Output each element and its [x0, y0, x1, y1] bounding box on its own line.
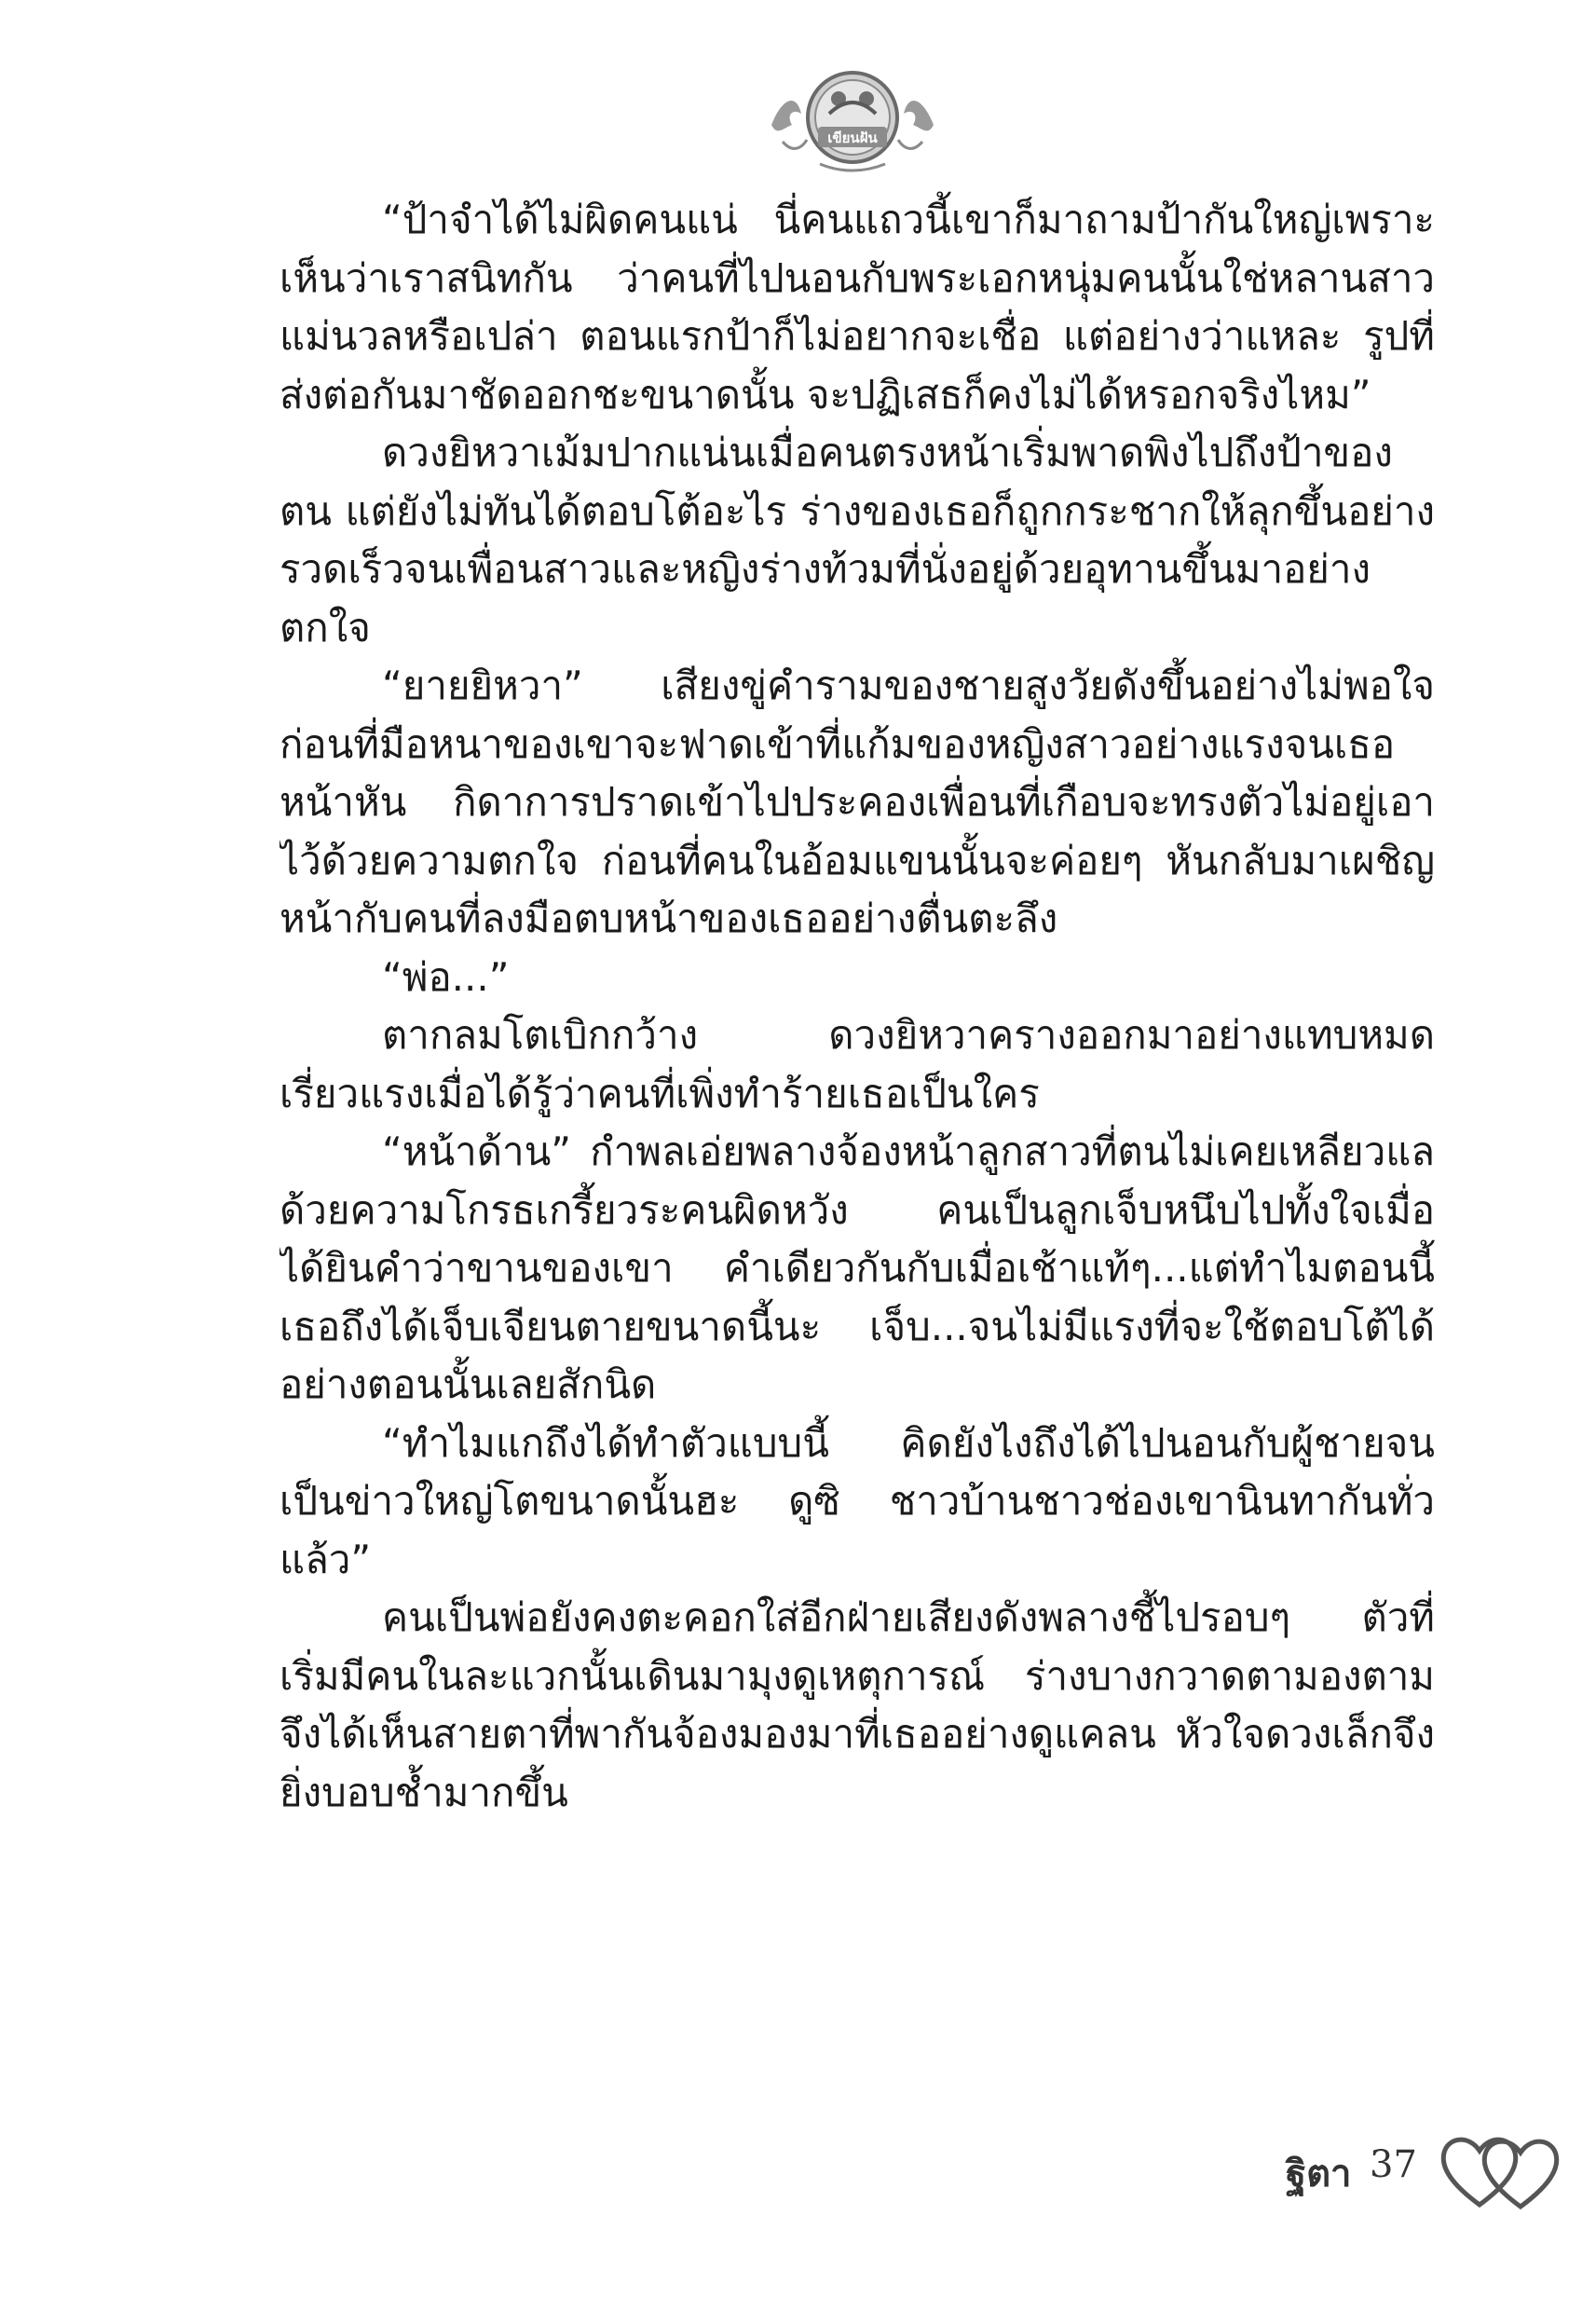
double-heart-icon: [1435, 2126, 1565, 2215]
book-title: ฐิตา: [1286, 2153, 1352, 2195]
logo-text: เขียนฝัน: [827, 130, 878, 146]
paragraph: คนเป็นพ่อยังคงตะคอกใส่อีกฝ่ายเสียงดังพลางชี้ไปรอบๆ ตัวที่เริ่มมีคนในละแวกนั้นเดินมามุงดูเหตุการณ์ ร่างบางกวาดตามองตามจึงได้เห็นสายตาที่พากันจ้องมองมาที่เธออย่างดูแคลน หัวใจดวงเล็กจึงยิ่งบอบช้ำมากขึ้น: [280, 1594, 1435, 1815]
page-number: 37: [1370, 2143, 1417, 2186]
paragraph: ตากลมโตเบิกกว้าง ดวงยิหวาครางออกมาอย่างแทบหมดเรี่ยวแรงเมื่อได้รู้ว่าคนที่เพิ่งทำร้ายเธอเป็นใคร: [280, 1012, 1435, 1116]
paragraph: “ทำไมแกถึงได้ทำตัวแบบนี้ คิดยังไงถึงได้ไปนอนกับผู้ชายจนเป็นข่าวใหญ่โตขนาดนั้นฮะ ดูซิ ชาวบ้านชาวช่องเขานินทากันทั่วแล้ว”: [280, 1419, 1435, 1582]
page-footer: [1025, 2115, 1509, 2227]
paragraph: “หน้าด้าน” กำพลเอ่ยพลางจ้องหน้าลูกสาวที่ตนไม่เคยเหลียวแลด้วยความโกรธเกรี้ยวระคนผิดหวัง คนเป็นลูกเจ็บหนึบไปทั้งใจเมื่อได้ยินคำว่าขานของเขา คำเดียวกันกับเมื่อเช้าแท้ๆ...แต่ทำไมตอนนี้เธอถึงได้เจ็บเจียนตายขนาดนี้นะ เจ็บ...จนไม่มีแรงที่จะใช้ตอบโต้ได้อย่างตอนนั้นเลยสักนิด: [280, 1128, 1435, 1407]
paragraph: “ยายยิหวา” เสียงขู่คำรามของชายสูงวัยดังขึ้นอย่างไม่พอใจ ก่อนที่มือหนาของเขาจะฟาดเข้าที่แก้มของหญิงสาวอย่างแรงจนเธอหน้าหัน กิดาการปราดเข้าไปประคองเพื่อนที่เกือบจะทรงตัวไม่อยู่เอาไว้ด้วยความตกใจ ก่อนที่คนในอ้อมแขนนั้นจะค่อยๆ หันกลับมาเผชิญหน้ากับคนที่ลงมือตบหน้าของเธออย่างตื่นตะลึง: [280, 663, 1435, 941]
ornamental-seal-icon: [764, 60, 941, 181]
paragraph: “ป้าจำได้ไม่ผิดคนแน่ นี่คนแถวนี้เขาก็มาถามป้ากันใหญ่เพราะเห็นว่าเราสนิทกัน ว่าคนที่ไปนอนกับพระเอกหนุ่มคนนั้นใช่หลานสาวแม่นวลหรือเปล่า ตอนแรกป้าก็ไม่อยากจะเชื่อ แต่อย่างว่าแหละ รูปที่ส่งต่อกันมาชัดออกชะขนาดนั้น จะปฏิเสธก็คงไม่ได้หรอกจริงไหม”: [280, 197, 1435, 417]
body-text: [280, 191, 1435, 1999]
paragraph: ดวงยิหวาเม้มปากแน่นเมื่อคนตรงหน้าเริ่มพาดพิงไปถึงป้าของตน แต่ยังไม่ทันได้ตอบโต้อะไร ร่างของเธอก็ถูกกระชากให้ลุกขึ้นอย่างรวดเร็วจนเพื่อนสาวและหญิงร่างท้วมที่นั่งอยู่ด้วยอุทานขึ้นมาอย่างตกใจ: [280, 430, 1435, 650]
paragraph: “พ่อ...”: [382, 953, 510, 1000]
